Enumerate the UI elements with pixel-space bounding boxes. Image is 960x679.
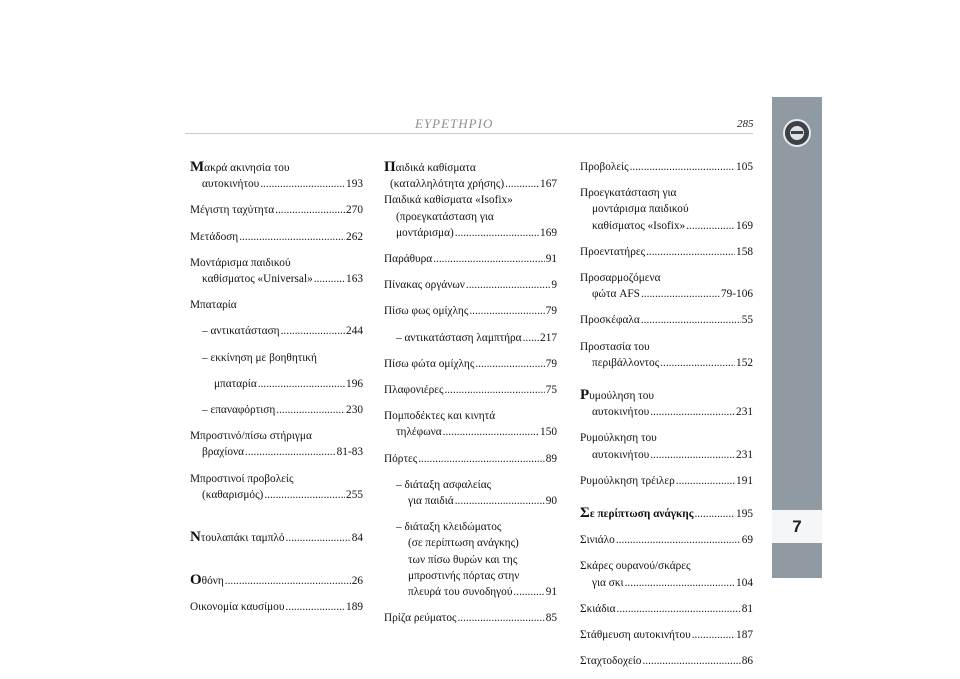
entry-text: αυτοκινήτου xyxy=(592,448,650,461)
entry-page: 244 xyxy=(346,325,363,338)
entry-text: Προεγκατάσταση για xyxy=(580,187,677,200)
entry-text: (καταλληλότητα χρήσης) xyxy=(390,178,505,191)
entry-page: 79 xyxy=(545,357,557,370)
entry-text: ακρά ακινησία του xyxy=(204,162,290,174)
leader-dots xyxy=(616,532,741,548)
entry-text: Παράθυρα xyxy=(384,253,433,266)
index-entry xyxy=(190,323,363,339)
entry-text: αιδικά καθίσματα xyxy=(395,162,476,174)
spacer xyxy=(384,441,557,451)
entry-page: 231 xyxy=(736,406,753,419)
leader-dots xyxy=(276,402,345,418)
index-entry xyxy=(580,355,753,371)
index-entry xyxy=(190,176,363,192)
leader-dots xyxy=(646,244,735,260)
index-entry xyxy=(384,330,557,346)
spacer xyxy=(384,293,557,303)
entry-page: 79-106 xyxy=(720,288,753,301)
spacer xyxy=(190,418,363,428)
entry-page: 193 xyxy=(346,178,363,191)
index-entry xyxy=(384,225,557,241)
initial-letter: Ρ xyxy=(580,387,590,404)
index-column-2 xyxy=(384,159,557,626)
leader-dots xyxy=(630,159,735,175)
leader-dots xyxy=(225,573,351,589)
spacer xyxy=(190,503,363,519)
spacer xyxy=(190,461,363,471)
entry-page: 91 xyxy=(545,586,557,599)
leader-dots xyxy=(641,286,720,302)
entry-text: μπροστινής πόρτας στην xyxy=(408,569,520,582)
leader-dots xyxy=(245,444,336,460)
index-entry xyxy=(384,584,557,600)
chapter-tab[interactable]: 7 xyxy=(772,510,822,543)
spacer xyxy=(580,643,753,653)
entry-text: Σκάρες ουρανού/σκάρες xyxy=(580,560,691,573)
spacer xyxy=(190,562,363,572)
leader-dots xyxy=(650,447,735,463)
leader-dots xyxy=(692,627,735,643)
entry-page: 79 xyxy=(545,305,557,318)
index-entry xyxy=(384,251,557,267)
entry-page: 81-83 xyxy=(336,446,363,459)
entry-page: 26 xyxy=(351,575,363,588)
sidebar xyxy=(772,97,822,578)
spacer xyxy=(580,489,753,505)
entry-text: θόνη xyxy=(201,575,224,588)
logo-shield xyxy=(790,126,804,140)
entry-text: Σινιάλο xyxy=(580,534,615,547)
entry-text: Μετάδοση xyxy=(190,230,239,243)
leader-dots xyxy=(260,176,345,192)
index-entry xyxy=(190,444,363,460)
entry-page: 191 xyxy=(736,474,753,487)
entry-page: 150 xyxy=(540,426,557,439)
entry-text: Παιδικά καθίσματα «Isofix» xyxy=(384,194,513,207)
leader-dots xyxy=(264,487,345,503)
entry-page: 55 xyxy=(741,314,753,327)
entry-text: Προεντατήρες xyxy=(580,245,646,258)
entry-page: 104 xyxy=(736,576,753,589)
entry-text: πλευρά του συνοδηγού xyxy=(408,586,513,599)
leader-dots xyxy=(650,404,735,420)
leader-dots xyxy=(281,323,345,339)
index-entry xyxy=(580,532,753,548)
initial-letter: Μ xyxy=(190,159,205,175)
index-entry xyxy=(190,202,363,218)
index-entry xyxy=(580,312,753,328)
index-entry xyxy=(384,356,557,372)
entry-page: 230 xyxy=(346,404,363,417)
index-entry xyxy=(190,402,363,418)
entry-text: – διάταξη ασφαλείας xyxy=(396,478,492,491)
entry-page: 189 xyxy=(346,601,363,614)
entry-page: 158 xyxy=(736,245,753,258)
leader-dots xyxy=(523,330,539,346)
spacer xyxy=(580,617,753,627)
index-column-1 xyxy=(190,159,363,616)
entry-text: Μπροστινοί προβολείς xyxy=(190,472,294,485)
entry-text: – αντικατάσταση λαμπτήρα xyxy=(396,331,522,344)
entry-text: καθίσματος «Universal» xyxy=(202,273,313,286)
entry-page: 163 xyxy=(346,273,363,286)
leader-dots xyxy=(625,575,735,591)
spacer xyxy=(384,600,557,610)
spacer xyxy=(384,398,557,408)
index-entry xyxy=(384,303,557,319)
entry-page: 152 xyxy=(736,356,753,369)
index-entry xyxy=(190,599,363,615)
entry-page: 105 xyxy=(736,161,753,173)
entry-text: μοντάρισμα παιδικού xyxy=(592,203,689,216)
index-entry xyxy=(580,244,753,260)
spacer xyxy=(580,420,753,430)
index-entry-title xyxy=(190,159,363,176)
spacer xyxy=(580,371,753,387)
entry-page: 187 xyxy=(736,629,753,642)
entry-page: 89 xyxy=(545,452,557,465)
entry-text: – διάταξη κλειδώματος xyxy=(396,521,502,534)
leader-dots xyxy=(641,312,741,328)
entry-page: 84 xyxy=(351,532,363,545)
index-entry xyxy=(580,447,753,463)
entry-text: Πλαφονιέρες xyxy=(384,384,444,397)
index-entry-title xyxy=(384,159,557,176)
spacer xyxy=(384,372,557,382)
entry-text: Πίνακας οργάνων xyxy=(384,279,465,292)
leader-dots xyxy=(660,355,735,371)
page-number: 285 xyxy=(737,118,754,130)
entry-text: Ρυμούλκηση του xyxy=(580,432,657,445)
entry-page: 85 xyxy=(545,612,557,625)
spacer xyxy=(580,234,753,244)
leader-dots xyxy=(617,601,741,617)
entry-text: αυτοκινήτου xyxy=(592,406,650,419)
leader-dots xyxy=(443,424,539,440)
entry-page: 75 xyxy=(545,384,557,397)
entry-page: 9 xyxy=(551,279,557,292)
entry-text: Σκιάδια xyxy=(580,602,616,615)
spacer xyxy=(384,346,557,356)
entry-text: Σταχτοδοχείο xyxy=(580,655,642,668)
entry-text: φώτα AFS xyxy=(592,288,640,301)
leader-dots xyxy=(466,277,550,293)
index-entry xyxy=(580,627,753,643)
entry-text: Πίσω φως ομίχλης xyxy=(384,305,469,318)
initial-letter: Ν xyxy=(190,529,201,546)
logo-bar xyxy=(791,131,803,134)
entry-text: Οικονομία καυσίμου xyxy=(190,601,285,614)
entry-text: Μέγιστη ταχύτητα xyxy=(190,204,275,217)
initial-letter: Π xyxy=(384,159,396,175)
spacer xyxy=(190,287,363,297)
leader-dots xyxy=(275,202,345,218)
index-entry xyxy=(190,271,363,287)
leader-dots xyxy=(469,303,544,319)
spacer xyxy=(190,192,363,202)
index-entry xyxy=(384,610,557,626)
index-entry xyxy=(580,286,753,302)
entry-page: 231 xyxy=(736,448,753,461)
header-rule xyxy=(185,133,753,134)
leader-dots xyxy=(286,530,351,546)
index-entry-title xyxy=(580,387,753,404)
header-title: ΕΥΡΕΤΗΡΙΟ xyxy=(415,116,494,131)
entry-text: – εκκίνηση με βοηθητική xyxy=(202,351,317,364)
spacer xyxy=(580,548,753,558)
index-entry xyxy=(190,229,363,245)
spacer xyxy=(580,329,753,339)
entry-page: 217 xyxy=(540,331,557,344)
entry-page: 169 xyxy=(540,226,557,239)
spacer xyxy=(190,340,363,350)
leader-dots xyxy=(433,251,545,267)
spacer xyxy=(580,260,753,270)
entry-page: 196 xyxy=(346,377,363,390)
entry-text: Πρίζα ρεύματος xyxy=(384,612,457,625)
entry-text: (καθαρισμός) xyxy=(202,488,264,501)
entry-page: 86 xyxy=(741,655,753,668)
index-entry xyxy=(384,493,557,509)
entry-page: 81 xyxy=(741,602,753,615)
index-entry xyxy=(190,487,363,503)
entry-text: Πόρτες xyxy=(384,452,418,465)
index-entry xyxy=(580,653,753,669)
leader-dots xyxy=(314,271,345,287)
leader-dots xyxy=(694,506,735,522)
entry-page: 255 xyxy=(346,488,363,501)
leader-dots xyxy=(642,653,740,669)
entry-text: Πίσω φώτα ομίχλης xyxy=(384,357,475,370)
index-entry xyxy=(384,424,557,440)
entry-text: Προσαρμοζόμενα xyxy=(580,272,661,285)
index-entry xyxy=(580,473,753,489)
entry-text: αυτοκινήτου xyxy=(202,178,260,191)
spacer xyxy=(384,467,557,477)
entry-text: Μοντάρισμα παιδικού xyxy=(190,256,291,269)
entry-page: 270 xyxy=(346,204,363,217)
entry-text: τουλαπάκι ταμπλό xyxy=(200,532,285,545)
leader-dots xyxy=(444,382,544,398)
entry-text: για σκι xyxy=(592,576,624,589)
spacer xyxy=(190,589,363,599)
index-entry xyxy=(384,382,557,398)
leader-dots xyxy=(239,229,345,245)
leader-dots xyxy=(505,176,539,192)
leader-dots xyxy=(455,225,539,241)
entry-text: βραχίονα xyxy=(202,446,245,459)
spacer xyxy=(190,313,363,323)
entry-page: 195 xyxy=(736,508,753,521)
spacer xyxy=(190,366,363,376)
entry-text: Μπροστινό/πίσω στήριγμα xyxy=(190,430,312,443)
spacer xyxy=(384,267,557,277)
index-entry xyxy=(580,601,753,617)
lancia-logo-icon xyxy=(783,119,811,147)
index-entry xyxy=(190,572,363,589)
entry-text: – επαναφόρτιση xyxy=(202,404,276,417)
leader-dots xyxy=(285,599,345,615)
entry-page: 90 xyxy=(545,495,557,508)
index-entry xyxy=(580,218,753,234)
index-entry xyxy=(384,451,557,467)
entry-text: υμούληση του xyxy=(589,390,654,403)
leader-dots xyxy=(475,356,544,372)
initial-letter: Σ xyxy=(580,505,590,522)
entry-text: τηλέφωνα xyxy=(396,426,442,439)
spacer xyxy=(580,591,753,601)
entry-text: Ρυμούλκηση τρέιλερ xyxy=(580,474,675,487)
index-entry xyxy=(580,404,753,420)
entry-text: Προστασία του xyxy=(580,340,650,353)
entry-text: Μπαταρία xyxy=(190,299,237,312)
spacer xyxy=(190,219,363,229)
index-entry xyxy=(190,529,363,546)
entry-page: 69 xyxy=(741,534,753,547)
spacer xyxy=(190,245,363,255)
entry-text: (σε περίπτωση ανάγκης) xyxy=(408,537,519,550)
index-entry xyxy=(384,176,557,192)
leader-dots xyxy=(513,584,544,600)
initial-letter: Ο xyxy=(190,572,202,589)
entry-text: ε περίπτωση ανάγκης xyxy=(589,508,694,521)
leader-dots xyxy=(258,376,345,392)
entry-text: (προεγκατάσταση για xyxy=(396,210,494,223)
entry-text: – αντικατάσταση xyxy=(202,325,280,338)
spacer xyxy=(384,241,557,251)
entry-page: 91 xyxy=(545,253,557,266)
entry-text: για παιδιά xyxy=(408,495,454,508)
spacer xyxy=(384,320,557,330)
leader-dots xyxy=(418,451,545,467)
spacer xyxy=(190,392,363,402)
index-entry xyxy=(580,505,753,522)
index-entry xyxy=(580,159,753,175)
spacer xyxy=(190,519,363,529)
index-entry xyxy=(580,575,753,591)
entry-text: Πομποδέκτες και κινητά xyxy=(384,410,496,423)
spacer xyxy=(580,302,753,312)
entry-text: περιβάλλοντος xyxy=(592,356,660,369)
index-entry xyxy=(384,277,557,293)
spacer xyxy=(580,175,753,185)
index-column-3 xyxy=(580,159,753,669)
spacer xyxy=(580,463,753,473)
entry-page: 169 xyxy=(736,219,753,232)
entry-text: μοντάρισμα) xyxy=(396,226,454,239)
entry-text: Στάθμευση αυτοκινήτου xyxy=(580,629,691,642)
entry-page: 262 xyxy=(346,230,363,243)
index-entry xyxy=(190,376,363,392)
leader-dots xyxy=(686,218,735,234)
leader-dots xyxy=(676,473,735,489)
entry-page: 167 xyxy=(540,178,557,191)
entry-text: μπαταρία xyxy=(214,377,257,390)
leader-dots xyxy=(457,610,544,626)
spacer xyxy=(580,522,753,532)
entry-text: Προσκέφαλα xyxy=(580,314,640,327)
entry-text: των πίσω θυρών και της xyxy=(408,553,518,566)
entry-text: καθίσματος «Isofix» xyxy=(592,219,686,232)
spacer xyxy=(190,546,363,562)
spacer xyxy=(384,509,557,519)
entry-text: Προβολείς xyxy=(580,161,629,173)
leader-dots xyxy=(455,493,545,509)
